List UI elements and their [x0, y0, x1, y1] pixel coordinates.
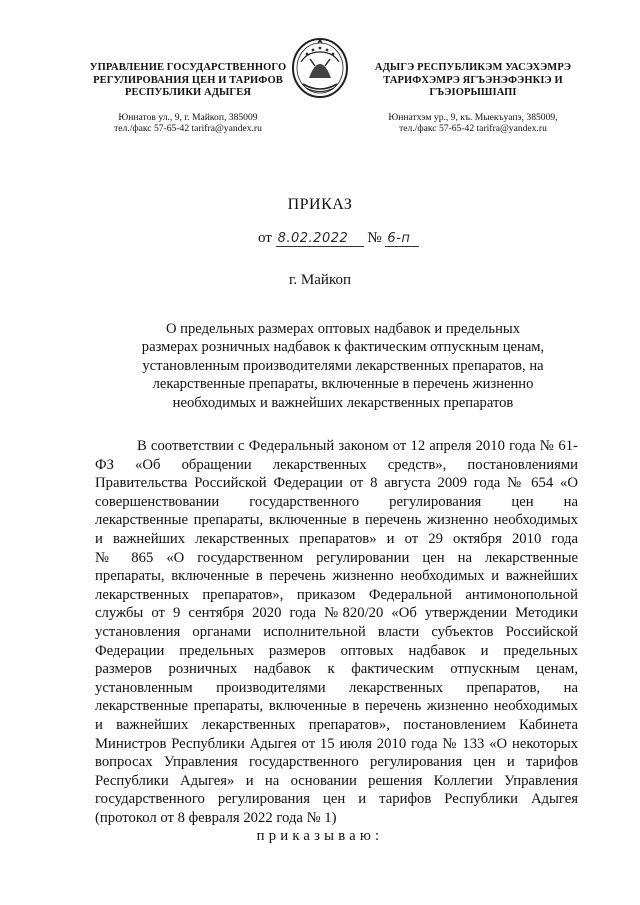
body-line: лекарственных препаратов», приказом Федеральной антимонопольной	[95, 586, 578, 603]
address-line-ru: Юннатов ул., 9, г. Майкоп, 385009	[118, 111, 258, 123]
subject-line: установленным производителями лекарственных препаратов, на	[142, 357, 544, 374]
header-right-block	[358, 62, 588, 135]
org-name-ru-line-3: РЕСПУБЛИКИ АДЫГЕЯ	[124, 87, 252, 98]
number-prefix: №	[367, 230, 382, 246]
body-line: лекарственные препараты, включенные в перечень жизненно необходимых	[95, 698, 578, 715]
org-name-ru	[78, 62, 298, 100]
body-line: службы от 9 сентября 2020 года №820/20 «Об утверждении Методики	[95, 605, 578, 622]
body-line: лекарственные препараты, включенные в перечень жизненно необходимых	[95, 512, 578, 529]
org-name-ady-line-2: ТАРИФХЭМРЭ ЯГЪЭНЭФЭНКIЭ И	[383, 74, 563, 86]
contacts-line-ady: тел./факс 57-65-42 tarifra@yandex.ru	[399, 123, 547, 134]
doc-subject	[108, 320, 578, 412]
body-line: размеров розничных надбавок к фактическим отпускным ценам,	[95, 661, 578, 678]
body-line: Министров Республики Адыгея от 15 июля 2010 года № 133 «О некоторых	[95, 735, 578, 752]
org-name-ru-line-1: УПРАВЛЕНИЕ ГОСУДАРСТВЕННОГО	[89, 62, 287, 73]
contacts-line-ru: тел./факс 57-65-42 tarifra@yandex.ru	[114, 123, 262, 134]
date-prefix: от	[258, 230, 272, 246]
org-address-ru	[78, 112, 298, 135]
body-line: вопросах Управления государственного регулирования цен и тарифов	[95, 754, 578, 771]
body-line: Республики Адыгея» и на основании решения Коллегии Управления	[95, 772, 578, 789]
doc-date-number-line	[258, 230, 419, 247]
order-word: приказываю:	[256, 828, 384, 844]
body-line: и важнейших лекарственных препаратов» и от 29 октября 2010 года	[95, 530, 578, 547]
handwritten-number: 6-п	[385, 232, 419, 247]
body-line: препараты, включенные в перечень жизненно необходимых и важнейших	[95, 568, 578, 585]
address-line-ady: Юннатхэм ур., 9, къ. Мыекъуапэ, 385009,	[388, 111, 558, 123]
org-name-ady-line-1: АДЫГЭ РЕСПУБЛИКЭМ УАСЭХЭМРЭ	[374, 62, 572, 73]
body-line: и важнейших лекарственных препаратов», постановлением Кабинета	[95, 716, 578, 733]
coat-of-arms-adygea-icon	[289, 32, 351, 100]
body-line: установленным производителями лекарственных препаратов, на	[95, 679, 578, 696]
subject-line: размерах розничных надбавок к фактическим отпускным ценам,	[141, 339, 545, 356]
doc-city: г. Майкоп	[288, 272, 352, 288]
header-left-block	[78, 62, 298, 135]
body-line: В соответствии с Федеральный законом от 12 апреля 2010 года № 61-	[137, 438, 578, 454]
body-line: № 865 «О государственном регулировании цен на лекарственные	[95, 549, 578, 566]
handwritten-date: 8.02.2022	[276, 232, 364, 247]
subject-line: О предельных размерах оптовых надбавок и предельных	[165, 321, 521, 337]
body-line: (протокол от 8 февраля 2022 года № 1)	[95, 809, 337, 826]
subject-line: лекарственные препараты, включенные в перечень жизненно	[152, 376, 534, 393]
body-line: установления органами исполнительной власти субъектов Российской	[95, 623, 578, 640]
body-line: Федерации предельных размеров оптовых надбавок и предельных	[95, 642, 578, 659]
org-address-ady	[358, 112, 588, 135]
body-line: государственного регулирования цен и тарифов Республики Адыгея	[95, 791, 578, 808]
body-line: Правительства Российской Федерации от 8 августа 2009 года № 654 «О	[95, 475, 578, 492]
org-name-ady-line-3: ГЪЭIОРЫШIАПI	[429, 87, 517, 98]
body-line: ФЗ «Об обращении лекарственных средств», постановлениями	[95, 456, 578, 473]
doc-title: ПРИКАЗ	[287, 196, 353, 213]
org-name-ady	[358, 62, 588, 100]
org-name-ru-line-2: РЕГУЛИРОВАНИЯ ЦЕН И ТАРИФОВ	[93, 74, 283, 86]
body-line: совершенствовании государственного регулирования цен на	[95, 493, 578, 510]
subject-line: необходимых и важнейших лекарственных препаратов	[172, 394, 514, 411]
doc-body-paragraph	[95, 437, 578, 827]
